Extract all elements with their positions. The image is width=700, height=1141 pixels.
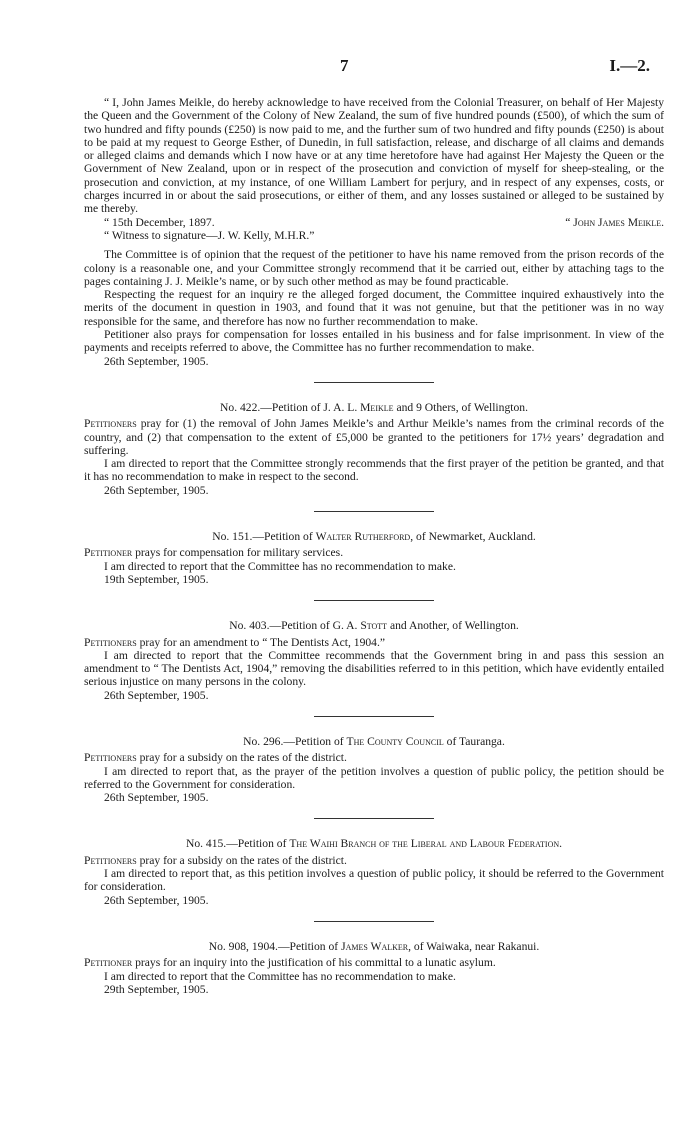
petition-prayer: Petitioners pray for a subsidy on the rates of the district.: [84, 853, 347, 867]
petition-title: No. 296.—Petition of The County Council of Tauranga.: [243, 734, 505, 748]
petition-prayer: Petitioners pray for a subsidy on the rates of the district.: [84, 751, 347, 765]
section-divider: [314, 382, 434, 383]
document-reference: I.—2.: [609, 56, 650, 75]
section-divider: [314, 818, 434, 819]
petition-422-section: [84, 401, 664, 497]
petition-title: No. 908, 1904.—Petition of James Walker, of Waiwaka, near Rakanui.: [208, 939, 540, 953]
petition-report: I am directed to report that the Committee has no recommendation to make.: [104, 969, 456, 983]
petition-date: 26th September, 1905.: [104, 688, 209, 702]
receipt-date: “ 15th December, 1897.: [104, 215, 215, 229]
meikle-statement-section: [84, 96, 664, 368]
page-header: [0, 56, 700, 80]
forged-document-paragraph: Respecting the request for an inquiry re the alleged forged document, the Committee inquired exhaustively into the merits of the document in question in 1903, and found that it was not genuine, but that the petitioner was in no way responsible for the same, and therefore has now no further recommendation to make.: [84, 288, 664, 328]
petition-403-section: [84, 619, 664, 702]
petition-report: I am directed to report that, as this petition involves a question of public policy, it should be referred to the Government for consideration.: [84, 867, 664, 894]
petition-report: I am directed to report that, as the prayer of the petition involves a question of public policy, the petition should be referred to the Government for consideration.: [84, 764, 664, 791]
compensation-paragraph: Petitioner also prays for compensation for losses entailed in his business and for false imprisonment. In view of the payments and receipts referred to above, the Committee has no further recommendation to make.: [84, 328, 664, 355]
petition-prayer: Petitioners pray for an amendment to “ The Dentists Act, 1904.”: [84, 635, 386, 649]
petition-title: No. 151.—Petition of Walter Rutherford, of Newmarket, Auckland.: [212, 530, 536, 544]
petition-296-section: [84, 735, 664, 804]
petition-title: No. 422.—Petition of J. A. L. Meikle and 9 Others, of Wellington.: [220, 400, 528, 414]
petition-date: 26th September, 1905.: [104, 893, 209, 907]
petition-report: I am directed to report that the Committee strongly recommends that the first prayer of the petition be granted, and that it has no recommendation to make in respect to the second.: [84, 457, 664, 484]
section-divider: [314, 921, 434, 922]
petition-908-section: [84, 940, 664, 996]
petition-date: 26th September, 1905.: [104, 791, 209, 805]
petition-415-section: [84, 837, 664, 906]
receipt-signature: “ John James Meikle.: [565, 215, 664, 229]
page-number: 7: [340, 56, 349, 75]
signature-line: [84, 216, 664, 229]
statement-date: 26th September, 1905.: [104, 354, 209, 368]
petition-title: No. 403.—Petition of G. A. Stott and Another, of Wellington.: [229, 619, 519, 633]
petition-date: 26th September, 1905.: [104, 483, 209, 497]
petition-prayer: Petitioner prays for an inquiry into the justification of his committal to a lunatic asylum.: [84, 956, 496, 970]
petition-prayer: Petitioner prays for compensation for military services.: [84, 546, 344, 560]
section-divider: [314, 511, 434, 512]
section-divider: [314, 600, 434, 601]
witness-line: “ Witness to signature—J. W. Kelly, M.H.R.”: [104, 228, 315, 242]
petition-date: 29th September, 1905.: [104, 982, 209, 996]
receipt-paragraph: “ I, John James Meikle, do hereby acknowledge to have received from the Colonial Treasurer, on behalf of Her Majesty the Queen and the Government of the Colony of New Zealand, the sum of five hundred pounds (£500), of which the sum of two hundred and fifty pounds (£250) is now paid to me, and the further sum of two hundred and fifty pounds (£250) is about to be paid at my request to George Esther, of Dunedin, in full satisfaction, release, and discharge of all claims and demands or alleged claims and demands which I now have or at any time heretofore have had against Her Majesty the Queen or the Government of New Zealand, upon or in respect of the prosecution and conviction of myself for sheep-stealing, or the prosecution and conviction, at my instance, of one William Lambert for perjury, and in respect of any expenses, costs, or charges incurred in or about the said prosecutions, or either of them, and any losses sustained or alleged to be sustained by me thereby.: [84, 96, 664, 216]
section-divider: [314, 716, 434, 717]
petition-title: No. 415.—Petition of The Waihi Branch of the Liberal and Labour Federation.: [185, 837, 563, 851]
petition-prayer: Petitioners pray for (1) the removal of John James Meikle’s and Arthur Meikle’s names from the criminal records of the country, and (2) that compensation to the extent of £5,000 be granted to the petitioners for 17½ years’ degradation and suffering.: [84, 417, 664, 457]
document-body: [84, 96, 664, 996]
petition-151-section: [84, 530, 664, 586]
petition-report: I am directed to report that the Committee recommends that the Government bring in and pass this session an amendment to “ The Dentists Act, 1904,” removing the disabilities referred to in this petition, which have evidently entailed serious injustice on many persons in the colony.: [84, 648, 664, 689]
petition-report: I am directed to report that the Committee has no recommendation to make.: [104, 559, 456, 573]
committee-opinion-paragraph: The Committee is of opinion that the request of the petitioner to have his name removed from the prison records of the colony is a reasonable one, and your Committee strongly recommend that it be carried out, either by attaching tags to the pages containing J. J. Meikle’s name, or by such other method as may be found practicable.: [84, 248, 664, 288]
petition-date: 19th September, 1905.: [104, 572, 209, 586]
